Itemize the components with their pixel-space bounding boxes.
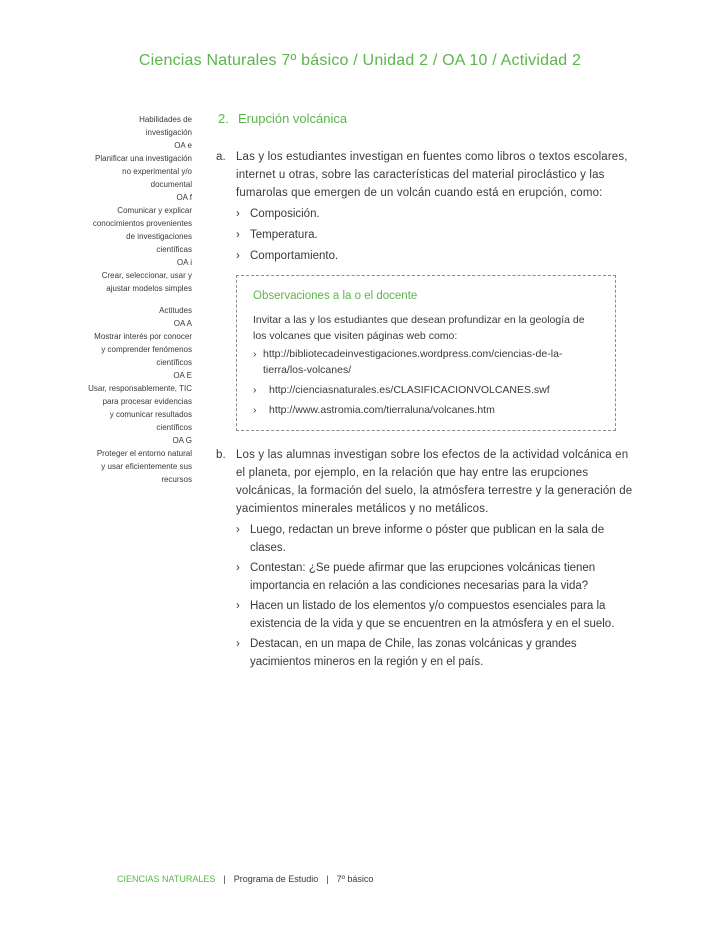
- footer-divider: |: [326, 874, 329, 884]
- list-item-text: Temperatura.: [250, 229, 318, 241]
- page-footer: [117, 874, 373, 884]
- web-link-text[interactable]: http://bibliotecadeinvestigaciones.wordpress.com/ciencias-de-la-tierra/los-volcanes/: [263, 348, 563, 376]
- sidebar-line: y usar eficientemente sus: [101, 462, 192, 471]
- item-b-letter: b.: [216, 449, 226, 461]
- web-link[interactable]: [253, 346, 600, 378]
- list-item: [236, 559, 636, 595]
- main-content: [216, 110, 636, 671]
- chevron-right-icon: ›: [236, 229, 240, 241]
- chevron-right-icon: ›: [236, 524, 240, 536]
- sidebar-line: Crear, seleccionar, usar y: [101, 271, 192, 280]
- footer-divider: |: [223, 874, 226, 884]
- web-link-text[interactable]: http://www.astromia.com/tierraluna/volcanes.htm: [269, 404, 495, 416]
- sidebar-line: Proteger el entorno natural: [96, 449, 192, 458]
- web-link[interactable]: [253, 402, 600, 418]
- list-item-text: Hacen un listado de los elementos y/o compuestos esenciales para la existencia de la vida y que se encuentren en la atmósfera y en el suelo.: [250, 600, 615, 630]
- sidebar-line: OA A: [173, 319, 192, 328]
- list-item-text: Comportamiento.: [250, 250, 339, 262]
- item-b-text: Los y las alumnas investigan sobre los efectos de la actividad volcánica en el planeta, por ejemplo, en la relación que hay entre las erupciones volcánicas, la formación del suelo, la atmósfera terrestre y la generación de yacimientos minerales metálicos y no metálicos.: [236, 449, 633, 515]
- sidebar-line: OA f: [176, 193, 192, 202]
- footer-grade: 7º básico: [336, 874, 374, 884]
- sidebar-line: Usar, responsablemente, TIC: [88, 384, 192, 393]
- sidebar-line: recursos: [161, 475, 192, 484]
- chevron-right-icon: ›: [236, 638, 240, 650]
- sidebar-line: no experimental y/o: [122, 167, 192, 176]
- sidebar-line: Comunicar y explicar: [117, 206, 192, 215]
- sidebar-objectives: [80, 113, 192, 486]
- sidebar-line: científicas: [156, 245, 192, 254]
- sidebar-line: Habilidades de: [139, 115, 192, 124]
- sidebar-line: Actitudes: [159, 306, 192, 315]
- list-item-text: Destacan, en un mapa de Chile, las zonas volcánicas y grandes yacimientos mineros en la región y en el país.: [250, 638, 577, 668]
- sidebar-line: conocimientos provenientes: [92, 219, 192, 228]
- item-b-paragraph: [216, 446, 636, 518]
- section-number: 2.: [218, 111, 229, 126]
- web-link-text[interactable]: http://cienciasnaturales.es/CLASIFICACIONVOLCANES.swf: [269, 384, 550, 396]
- teacher-notes-box: [236, 275, 616, 431]
- sidebar-line: y comunicar resultados: [109, 410, 192, 419]
- chevron-right-icon: ›: [236, 208, 240, 220]
- sidebar-line: OA e: [174, 141, 192, 150]
- chevron-right-icon: ›: [253, 384, 257, 396]
- sidebar-line: OA G: [172, 436, 192, 445]
- chevron-right-icon: ›: [253, 404, 257, 416]
- item-a-letter: a.: [216, 151, 226, 163]
- habilidades-block: [80, 113, 192, 295]
- teacher-notes-title: Observaciones a la o el docente: [253, 290, 418, 302]
- item-a-paragraph: [216, 148, 636, 202]
- sidebar-line: investigación: [145, 128, 192, 137]
- list-item: [236, 635, 636, 671]
- sidebar-line: OA E: [173, 371, 192, 380]
- chevron-right-icon: ›: [253, 348, 257, 360]
- list-item-text: Composición.: [250, 208, 320, 220]
- teacher-notes-text: Invitar a las y los estudiantes que desean profundizar en la geología de los volcanes que visiten páginas web como:: [253, 314, 585, 342]
- item-b-bullet-list: [236, 521, 636, 671]
- sidebar-line: documental: [150, 180, 192, 189]
- item-a-text: Las y los estudiantes investigan en fuentes como libros o textos escolares, internet u otras, sobre las características del material piroclástico y las fumarolas que emergen de un volcán cuando está en erupción, como:: [236, 151, 628, 199]
- section-title: [218, 110, 636, 128]
- list-item: [236, 205, 636, 223]
- page-header-title: Ciencias Naturales 7º básico / Unidad 2 / OA 10 / Actividad 2: [138, 52, 582, 69]
- chevron-right-icon: ›: [236, 562, 240, 574]
- footer-subject: CIENCIAS NATURALES: [117, 874, 216, 884]
- sidebar-line: Mostrar interés por conocer: [94, 332, 192, 341]
- footer-program: Programa de Estudio: [233, 874, 319, 884]
- list-item: [236, 226, 636, 244]
- list-item: [236, 247, 636, 265]
- list-item: [236, 597, 636, 633]
- sidebar-line: y comprender fenómenos: [101, 345, 192, 354]
- list-item-text: Luego, redactan un breve informe o póster que publican en la sala de clases.: [250, 524, 605, 554]
- sidebar-line: de investigaciones: [126, 232, 192, 241]
- list-item-text: Contestan: ¿Se puede afirmar que las erupciones volcánicas tienen importancia en relación a las condiciones necesarias para la vida?: [250, 562, 596, 592]
- sidebar-line: para procesar evidencias: [102, 397, 192, 406]
- actitudes-block: [80, 304, 192, 486]
- sidebar-line: Planificar una investigación: [95, 154, 192, 163]
- list-item: [236, 521, 636, 557]
- sidebar-line: OA i: [176, 258, 192, 267]
- item-a-bullet-list: [236, 205, 636, 265]
- chevron-right-icon: ›: [236, 600, 240, 612]
- sidebar-line: científicos: [156, 423, 192, 432]
- section-title-text: Erupción volcánica: [238, 111, 348, 126]
- chevron-right-icon: ›: [236, 250, 240, 262]
- web-link[interactable]: [253, 382, 600, 398]
- sidebar-line: científicos: [156, 358, 192, 367]
- sidebar-line: ajustar modelos simples: [106, 284, 192, 293]
- teacher-notes-links: [253, 346, 600, 418]
